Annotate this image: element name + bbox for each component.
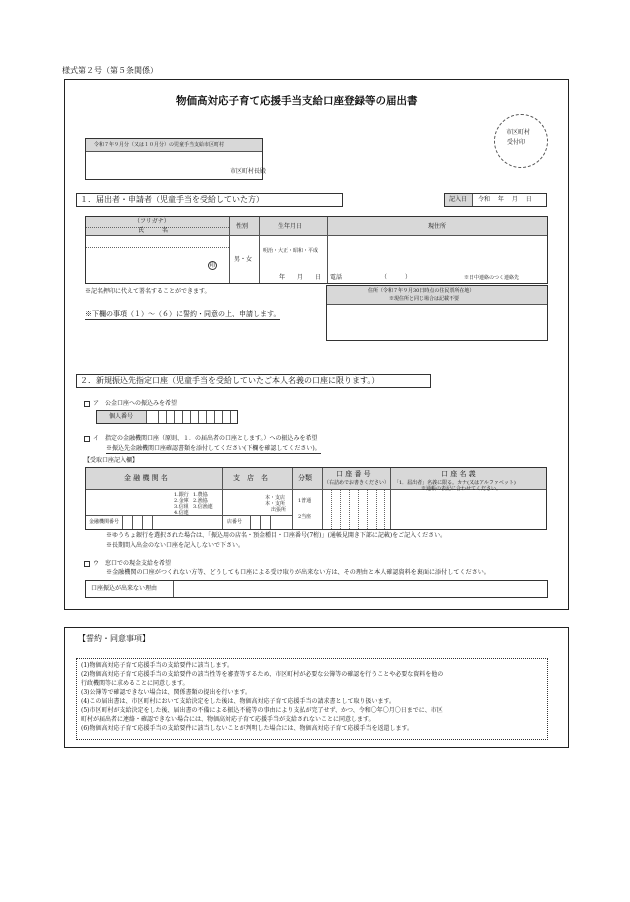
class-header: 分類 bbox=[298, 474, 312, 482]
holder-note2: ※通帳の表記に合わせてください。 bbox=[421, 486, 502, 492]
reason-label: 口座振込が出来ない理由 bbox=[91, 585, 158, 592]
form-number: 様式第２号（第５条関係） bbox=[62, 66, 158, 75]
option-u-label: ウ 窓口での現金支給を希望 bbox=[93, 560, 172, 567]
date-box bbox=[444, 193, 547, 207]
holder-note1: 「1．届出者」名義に限る。カナ(又はアルファベット) bbox=[394, 480, 516, 486]
bank-code-label: 金融機関番号 bbox=[89, 519, 120, 525]
my-number-box bbox=[96, 410, 238, 424]
sign-note: ※記名押印に代えて署名することができます。 bbox=[85, 288, 211, 295]
address-header: 現住所 bbox=[428, 223, 447, 230]
branch-code-label: 店番号 bbox=[227, 519, 243, 525]
option-i-line2: ※振込先金融機関口座確認書類を添付してください(下欄を確認してください)。 bbox=[106, 445, 321, 452]
branch-header: 支 店 名 bbox=[233, 474, 268, 482]
holder-header: 口 座 名 義 bbox=[441, 470, 476, 478]
prev-address-line2: ※現住所と同じ場合は記載不要 bbox=[389, 296, 460, 302]
gender-value[interactable]: 男・女 bbox=[234, 256, 253, 263]
furigana-label: （フリガナ） bbox=[134, 218, 170, 225]
section2-title: ２．新規振込先指定口座（児童手当を受給していたご本人名義の口座に限ります。） bbox=[80, 376, 380, 385]
gender-header: 性別 bbox=[236, 223, 249, 230]
section1-title: １．届出者・申請者（児童手当を受給していた方） bbox=[80, 195, 264, 204]
bank-section-label: 【受取口座記入欄】 bbox=[84, 457, 139, 464]
account-subheader: （右詰めでお書きください） bbox=[324, 480, 390, 486]
phone-paren[interactable]: （ ） bbox=[381, 274, 412, 281]
birth-header: 生年月日 bbox=[278, 223, 303, 230]
applicant-table bbox=[85, 216, 548, 284]
option-i-line1: イ 指定の金融機関口座（原則、１．の届出者の口座とします。）への振込みを希望 bbox=[93, 435, 318, 442]
pledge-item: (3)公簿等で確認できない場合は、関係書類の提出を行います。 bbox=[81, 689, 252, 696]
pledge-item: (6)物価高対応子育て応援手当の支給要件に該当しないことが判明した場合には、物価高対応子育て応援手当を返還します。 bbox=[81, 725, 414, 732]
phone-note: ※日中連絡のつく連絡先 bbox=[464, 275, 520, 281]
pledge-box bbox=[76, 658, 548, 740]
my-number-label: 個人番号 bbox=[109, 413, 134, 420]
seal-mark: 印 bbox=[209, 262, 216, 269]
account-header: 口 座 番 号 bbox=[336, 470, 371, 478]
pledge-title: 【誓約・同意事項】 bbox=[78, 634, 150, 643]
pledge-item: (5)市区町村が支給決定をした後、届出書の不備による振込不能等の事由により支払が完了せず、かつ、令和〇年〇月〇日までに、市区 bbox=[81, 707, 443, 714]
option-u-checkbox[interactable] bbox=[84, 561, 90, 567]
prev-address-line1: 住所（令和７年９月30日時点の住民票所在地） bbox=[368, 288, 475, 294]
form-title: 物価高対応子育て応援手当支給口座登録等の届出書 bbox=[176, 95, 418, 107]
option-a-label: ア 公金口座への振込みを希望 bbox=[93, 400, 178, 407]
section2-title-box bbox=[76, 374, 431, 388]
option-i-checkbox[interactable] bbox=[84, 436, 90, 442]
section1-title-box bbox=[76, 193, 343, 207]
pledge-item: 行政機関等に求めることに同意します。 bbox=[81, 680, 189, 687]
pledge-item: (2)物価高対応子育て応援手当の支給要件の該当性等を審査等するため、市区町村が必要な公簿等の確認を行うことや必要な資料を他の bbox=[81, 671, 444, 678]
pledge-item: (1)物価高対応子育て応援手当の支給要件に該当します。 bbox=[81, 662, 234, 669]
yucho-note: ※ゆうちょ銀行を選択された場合は、「振込用の店名・預金種目・口座番号(7桁)」(通帳見開き下部に記載)をご記入ください。 bbox=[106, 532, 447, 539]
birth-ymd[interactable]: 年 月 日 bbox=[279, 274, 322, 281]
reception-stamp: 市区町村 受付印 bbox=[494, 114, 548, 168]
pledge-item: 町村が届出者に連絡・確認できない場合には、物価高対応子育て応援手当が支給されないことに同意します。 bbox=[81, 716, 375, 723]
agree-note: ※下欄の事項（１）～（６）に誓約・同意の上、申請します。 bbox=[85, 310, 281, 318]
date-value[interactable]: 令和 年 月 日 bbox=[478, 196, 532, 203]
option-a-checkbox[interactable] bbox=[84, 401, 90, 407]
date-label: 記入日 bbox=[449, 196, 468, 203]
era-options[interactable]: 明治・大正・昭和・平成 bbox=[263, 248, 319, 254]
phone-label: 電話 bbox=[330, 274, 343, 281]
addressee-box bbox=[85, 138, 267, 180]
addressee-footer: 市区町村長殿 bbox=[230, 168, 267, 175]
bank-table: 金 融 機 関 名 支 店 名 分類 口 座 番 号 （右詰めでお書きください） 口 座 名 義 「1．届出者」名義に限る。カナ(又はアルファベット) ※通帳の表記に合わせてください。 1.銀行 2.金庫 3.信組 4.信連 1.農協 2.漁協 3.信漁連 本・支店 本・支所 出張所 1普通 2当座 金融機関番号 店番号 bbox=[85, 467, 547, 530]
pledge-item: (4)この届出書は、市区町村において支給決定をした後は、物価高対応子育て応援手当の請求書として取り扱います。 bbox=[81, 698, 396, 705]
option-u-note: ※金融機関の口座がつくれない方等、どうしても口座による受け取りが出来ない方は、その理由と本人確認資料を裏面に添付してください。 bbox=[106, 569, 490, 576]
previous-address-box bbox=[326, 285, 548, 341]
reason-box[interactable] bbox=[85, 580, 548, 598]
bank-header: 金 融 機 関 名 bbox=[124, 474, 168, 482]
no-withdraw-note: ※長期間入出金のない口座を記入しないで下さい。 bbox=[106, 542, 245, 549]
name-label: 氏 名 bbox=[138, 227, 169, 234]
addressee-header: 令和７年９月分（又は１０月分）の児童手当支給市区町村 bbox=[94, 142, 225, 148]
